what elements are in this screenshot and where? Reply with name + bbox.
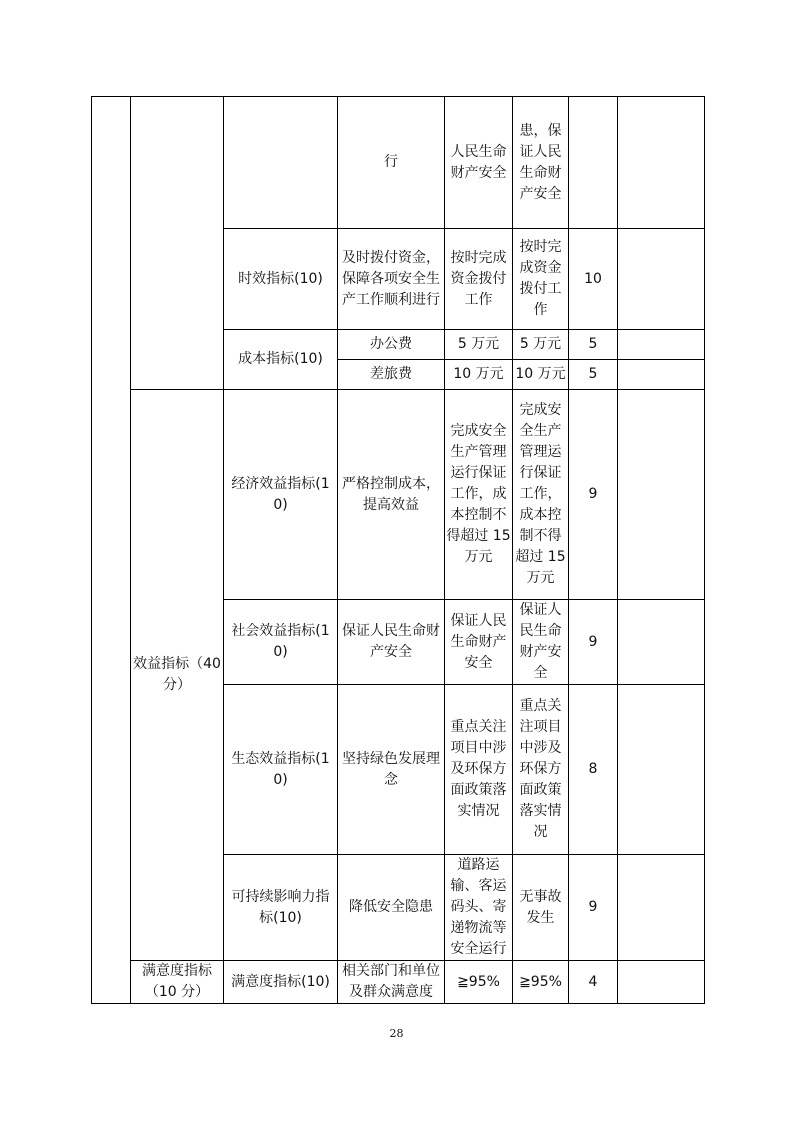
remark-cell bbox=[618, 600, 705, 685]
remark-cell bbox=[618, 330, 705, 360]
table-row bbox=[92, 390, 705, 600]
score-cell bbox=[569, 97, 618, 229]
performance-table bbox=[91, 96, 705, 1004]
score-cell: 8 bbox=[569, 685, 618, 855]
table-row bbox=[92, 961, 705, 1004]
remark-cell bbox=[618, 97, 705, 229]
standard-cell: 完成安全生产管理运行保证工作，成本控制不得超过 15 万元 bbox=[445, 390, 513, 600]
remark-cell bbox=[618, 229, 705, 330]
content-cell: 办公费 bbox=[338, 330, 445, 360]
remark-cell bbox=[618, 360, 705, 390]
actual-cell: 保证人民生命财产安全 bbox=[513, 600, 569, 685]
score-cell: 10 bbox=[569, 229, 618, 330]
score-cell: 4 bbox=[569, 961, 618, 1004]
standard-cell: 道路运输、客运码头、寄递物流等安全运行 bbox=[445, 855, 513, 961]
score-cell: 5 bbox=[569, 330, 618, 360]
actual-cell: 10 万元 bbox=[513, 360, 569, 390]
standard-cell: ≧95% bbox=[445, 961, 513, 1004]
content-cell: 严格控制成本，提高效益 bbox=[338, 390, 445, 600]
remark-cell bbox=[618, 685, 705, 855]
actual-cell: ≧95% bbox=[513, 961, 569, 1004]
remark-cell bbox=[618, 855, 705, 961]
sub-indicator-cell: 可持续影响力指标(10) bbox=[224, 855, 338, 961]
content-cell: 坚持绿色发展理念 bbox=[338, 685, 445, 855]
category-cell: 效益指标（40 分） bbox=[131, 390, 224, 961]
standard-cell: 按时完成资金拨付工作 bbox=[445, 229, 513, 330]
standard-cell: 人民生命财产安全 bbox=[445, 97, 513, 229]
content-cell: 降低安全隐患 bbox=[338, 855, 445, 961]
sub-indicator-cell: 成本指标(10) bbox=[224, 330, 338, 390]
first-level-indicator-cell bbox=[92, 97, 131, 1004]
remark-cell bbox=[618, 390, 705, 600]
content-cell: 差旅费 bbox=[338, 360, 445, 390]
content-cell: 相关部门和单位及群众满意度 bbox=[338, 961, 445, 1004]
actual-cell: 患，保证人民生命财产安全 bbox=[513, 97, 569, 229]
content-cell: 行 bbox=[338, 97, 445, 229]
table-row bbox=[92, 97, 705, 229]
score-cell: 9 bbox=[569, 390, 618, 600]
actual-cell: 5 万元 bbox=[513, 330, 569, 360]
standard-cell: 10 万元 bbox=[445, 360, 513, 390]
sub-indicator-cell: 满意度指标(10) bbox=[224, 961, 338, 1004]
second-level-indicator-cell bbox=[131, 97, 224, 390]
actual-cell: 无事故发生 bbox=[513, 855, 569, 961]
category-cell: 满意度指标（10 分） bbox=[131, 961, 224, 1004]
standard-cell: 5 万元 bbox=[445, 330, 513, 360]
score-cell: 9 bbox=[569, 600, 618, 685]
actual-cell: 按时完成资金拨付工作 bbox=[513, 229, 569, 330]
score-cell: 5 bbox=[569, 360, 618, 390]
remark-cell bbox=[618, 961, 705, 1004]
standard-cell: 保证人民生命财产安全 bbox=[445, 600, 513, 685]
sub-indicator-cell: 生态效益指标(10) bbox=[224, 685, 338, 855]
sub-indicator-cell: 经济效益指标(10) bbox=[224, 390, 338, 600]
actual-cell: 重点关注项目中涉及环保方面政策落实情况 bbox=[513, 685, 569, 855]
page-number: 28 bbox=[389, 1027, 404, 1040]
content-cell: 保证人民生命财产安全 bbox=[338, 600, 445, 685]
score-cell: 9 bbox=[569, 855, 618, 961]
sub-indicator-cell: 时效指标(10) bbox=[224, 229, 338, 330]
standard-cell: 重点关注项目中涉及环保方面政策落实情况 bbox=[445, 685, 513, 855]
sub-indicator-cell bbox=[224, 97, 338, 229]
content-cell: 及时拨付资金，保障各项安全生产工作顺利进行 bbox=[338, 229, 445, 330]
actual-cell: 完成安全生产管理运行保证工作，成本控制不得超过 15 万元 bbox=[513, 390, 569, 600]
sub-indicator-cell: 社会效益指标(10) bbox=[224, 600, 338, 685]
